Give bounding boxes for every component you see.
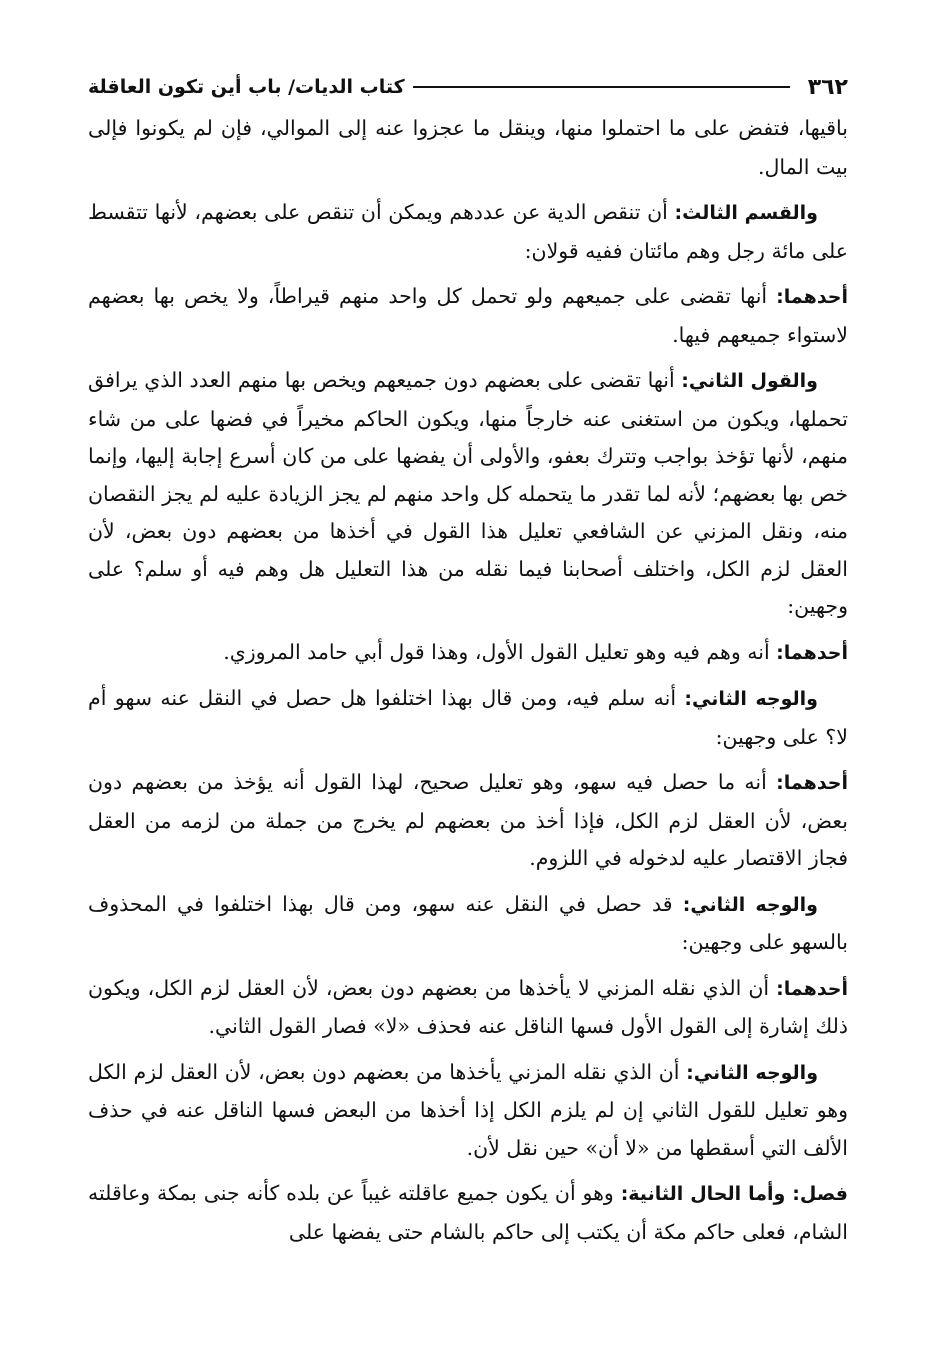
paragraph bbox=[88, 970, 848, 1046]
paragraph bbox=[88, 1175, 848, 1251]
paragraph bbox=[88, 1054, 848, 1168]
paragraph-lead: أحدهما: bbox=[776, 977, 848, 1000]
paragraph bbox=[88, 278, 848, 354]
paragraph bbox=[88, 110, 848, 186]
chapter-title: كتاب الديات/ باب أين تكون العاقلة bbox=[88, 76, 405, 98]
paragraph-text: أنه سلم فيه، ومن قال بهذا اختلفوا هل حصل في النقل عنه سهو أم لا؟ على وجهين: bbox=[88, 686, 848, 749]
paragraph-lead: والوجه الثاني: bbox=[682, 893, 818, 916]
paragraph-text: أنها تقضى على بعضهم دون جميعهم ويخص بها منهم العدد الذي يرافق تحملها، ويكون من استغنى عنه خارجاً منها، ويكون الحاكم مخيراً في فضها على من شاء منهم، لأنها تؤخذ بواجب وتترك بعفو، والأولى أن يفضها على من كان أسرع إجابة إليها، وإنما خص بها بعضهم؛ لأنه لما تقدر ما يتحمله كل واحد منهم لم يجز الزيادة عليه لم يجز النقصان منه، ونقل المزني عن الشافعي تعليل هذا القول في أخذها من بعضهم دون بعض، لأن العقل لزم الكل، واختلف أصحابنا فيما نقله من هذا التعليل هل وهم فيه أو سلم؟ على وجهين: bbox=[88, 368, 848, 618]
paragraph-text: قد حصل في النقل عنه سهو، ومن قال بهذا اختلفوا في المحذوف بالسهو على وجهين: bbox=[88, 891, 848, 954]
paragraph-lead: أحدهما: bbox=[776, 286, 848, 308]
paragraph-text: وهو أن يكون جميع عاقلته غيباً عن بلده كأنه جنى بمكة وعاقلته الشام، فعلى حاكم مكة أن يكتب إلى حاكم بالشام حتى يفضها على bbox=[88, 1181, 848, 1244]
running-header bbox=[88, 70, 848, 104]
paragraph bbox=[88, 362, 848, 626]
paragraph-lead: فصل: وأما الحال الثانية: bbox=[620, 1183, 848, 1205]
book-page bbox=[88, 70, 848, 1259]
paragraph bbox=[88, 634, 848, 673]
paragraph bbox=[88, 680, 848, 756]
paragraph-lead: والوجه الثاني: bbox=[684, 688, 818, 710]
paragraph-lead: والقول الثاني: bbox=[681, 370, 818, 392]
paragraph-text: أنه ما حصل فيه سهو، وهو تعليل صحيح، لهذا القول أنه يؤخذ من بعضهم دون بعض، لأن العقل لزم الكل، فإذا أخذ من بعضهم لم يخرج من جملة من لزمه من العقل فجاز الاقتصار عليه لدخوله في اللزوم. bbox=[88, 770, 848, 870]
paragraph bbox=[88, 764, 848, 878]
paragraph-lead: أحدهما: bbox=[776, 641, 848, 664]
paragraph-text: باقيها، فتفض على ما احتملوا منها، وينقل ما عجزوا عنه إلى الموالي، فإن لم يكونوا فإلى بيت المال. bbox=[88, 116, 848, 179]
paragraph bbox=[88, 194, 848, 270]
paragraph-text: أن الذي نقله المزني لا يأخذها من بعضهم دون بعض، لأن العقل لزم الكل، ويكون ذلك إشارة إلى القول الأول فسها الناقل عنه فحذف «لا» فصار القول الثاني. bbox=[88, 975, 848, 1038]
paragraph-text: أن الذي نقله المزني يأخذها من بعضهم دون بعض، لأن العقل لزم الكل وهو تعليل للقول الثاني إن لم يلزم الكل إذا أخذها من البعض فسها الناقل عنه في حذف الألف التي أسقطها من «لا أن» حين نقل لأن. bbox=[88, 1059, 848, 1160]
paragraph-text: أنها تقضى على جميعهم ولو تحمل كل واحد منهم قيراطاً، ولا يخص بها بعضهم لاستواء جميعهم فيها. bbox=[88, 284, 848, 347]
page-number: ٣٦٢ bbox=[807, 74, 848, 100]
paragraph bbox=[88, 886, 848, 962]
paragraph-lead: والقسم الثالث: bbox=[674, 202, 818, 224]
header-rule bbox=[413, 86, 790, 88]
paragraph-text: أن تنقص الدية عن عددهم ويمكن أن تنقص على بعضهم، لأنها تتقسط على مائة رجل وهم مائتان ففيه قولان: bbox=[88, 200, 848, 263]
paragraph-text: أنه وهم فيه وهو تعليل القول الأول، وهذا قول أبي حامد المروزي. bbox=[223, 639, 777, 664]
paragraph-lead: والوجه الثاني: bbox=[686, 1061, 819, 1084]
paragraph-lead: أحدهما: bbox=[776, 772, 848, 794]
